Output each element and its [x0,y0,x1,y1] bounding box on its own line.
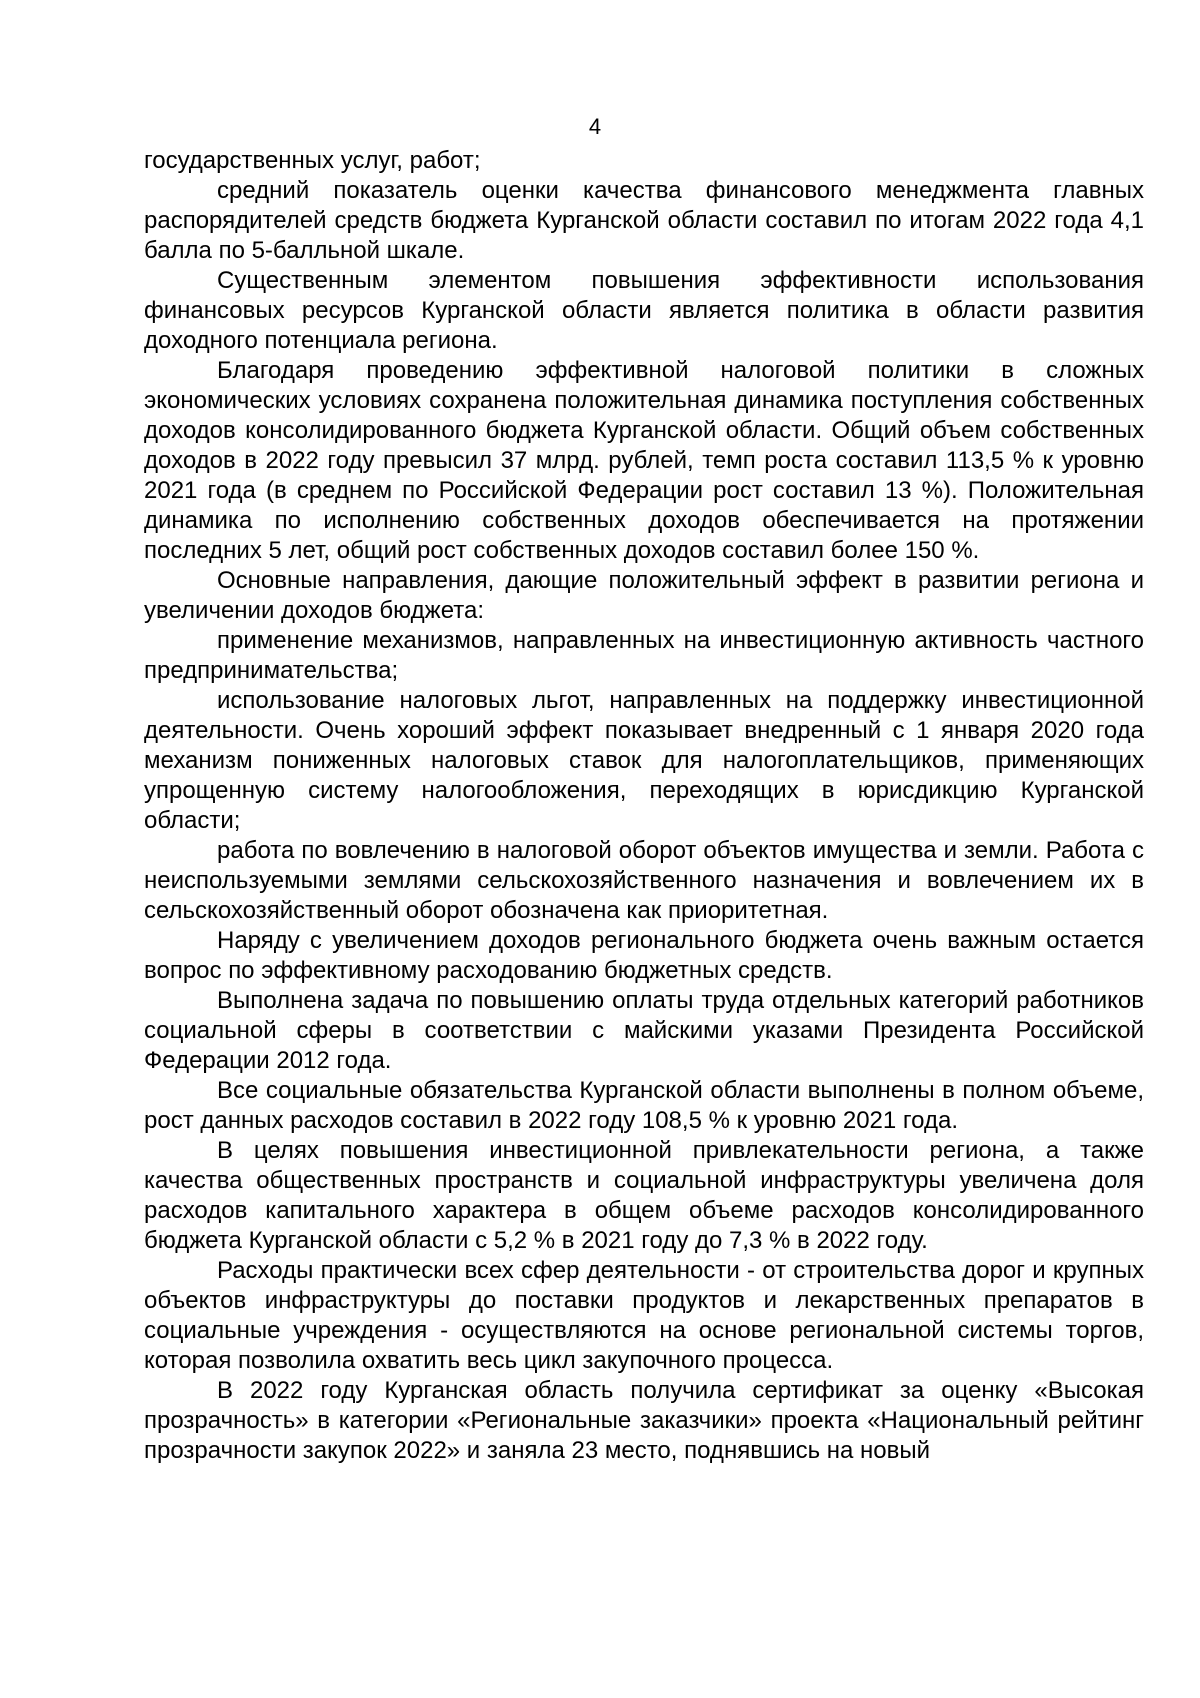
page-number: 4 [588,114,602,139]
paragraph-main-directions: Основные направления, дающие положительный эффект в развитии региона и увеличении доходов бюджета: [144,567,1144,624]
paragraph-financial-management-score: средний показатель оценки качества финансового менеджмента главных распорядителей средств бюджета Курганской области составил по итогам 2022 года 4,1 балла по 5-балльной шкале. [144,177,1144,264]
paragraph-property-and-land: работа по вовлечению в налоговой оборот объектов имущества и земли. Работа с неиспользуемыми землями сельскохозяйственного назначения и вовлечением их в сельскохозяйственный оборот обозначена как приоритетная. [144,837,1144,924]
paragraph-transparency-rating: В 2022 году Курганская область получила сертификат за оценку «Высокая прозрачность» в категории «Региональные заказчики» проекта «Национальный рейтинг прозрачности закупок 2022» и заняла 23 место, поднявшись на новый [144,1377,1144,1464]
paragraph-efficient-spending: Наряду с увеличением доходов регионального бюджета очень важным остается вопрос по эффективному расходованию бюджетных средств. [144,927,1144,984]
paragraph-tax-policy-dynamics: Благодаря проведению эффективной налоговой политики в сложных экономических условиях сохранена положительная динамика поступления собственных доходов консолидированного бюджета Курганской области. Общий объем собственных доходов в 2022 году превысил 37 млрд. рублей, темп роста составил 113,5 % к уровню 2021 года (в среднем по Российской Федерации рост составил 13 %). Положительная динамика по исполнению собственных доходов обеспечивается на протяжении последних 5 лет, общий рост собственных доходов составил более 150 %. [144,357,1144,564]
paragraph-capital-expenditure: В целях повышения инвестиционной привлекательности региона, а также качества общественных пространств и социальной инфраструктуры увеличена доля расходов капитального характера в общем объеме расходов консолидированного бюджета Курганской области с 5,2 % в 2021 году до 7,3 % в 2022 году. [144,1137,1144,1254]
paragraph-revenue-potential-policy: Существенным элементом повышения эффективности использования финансовых ресурсов Курганской области является политика в области развития доходного потенциала региона. [144,267,1144,354]
paragraph-tax-benefits: использование налоговых льгот, направленных на поддержку инвестиционной деятельности. Очень хороший эффект показывает внедренный с 1 января 2020 года механизм пониженных налоговых ставок для налогоплательщиков, применяющих упрощенную систему налогообложения, переходящих в юрисдикцию Курганской области; [144,687,1144,834]
document-body [144,146,1144,1466]
paragraph-investment-mechanisms: применение механизмов, направленных на инвестиционную активность частного предпринимательства; [144,627,1144,684]
paragraph-regional-procurement: Расходы практически всех сфер деятельности - от строительства дорог и крупных объектов инфраструктуры до поставки продуктов и лекарственных препаратов в социальные учреждения - осуществляются на основе региональной системы торгов, которая позволила охватить весь цикл закупочного процесса. [144,1257,1144,1374]
paragraph-social-obligations: Все социальные обязательства Курганской области выполнены в полном объеме, рост данных расходов составил в 2022 году 108,5 % к уровню 2021 года. [144,1077,1144,1134]
paragraph-continued-list-item: государственных услуг, работ; [144,147,481,174]
paragraph-social-sector-salaries: Выполнена задача по повышению оплаты труда отдельных категорий работников социальной сферы в соответствии с майскими указами Президента Российской Федерации 2012 года. [144,987,1144,1074]
